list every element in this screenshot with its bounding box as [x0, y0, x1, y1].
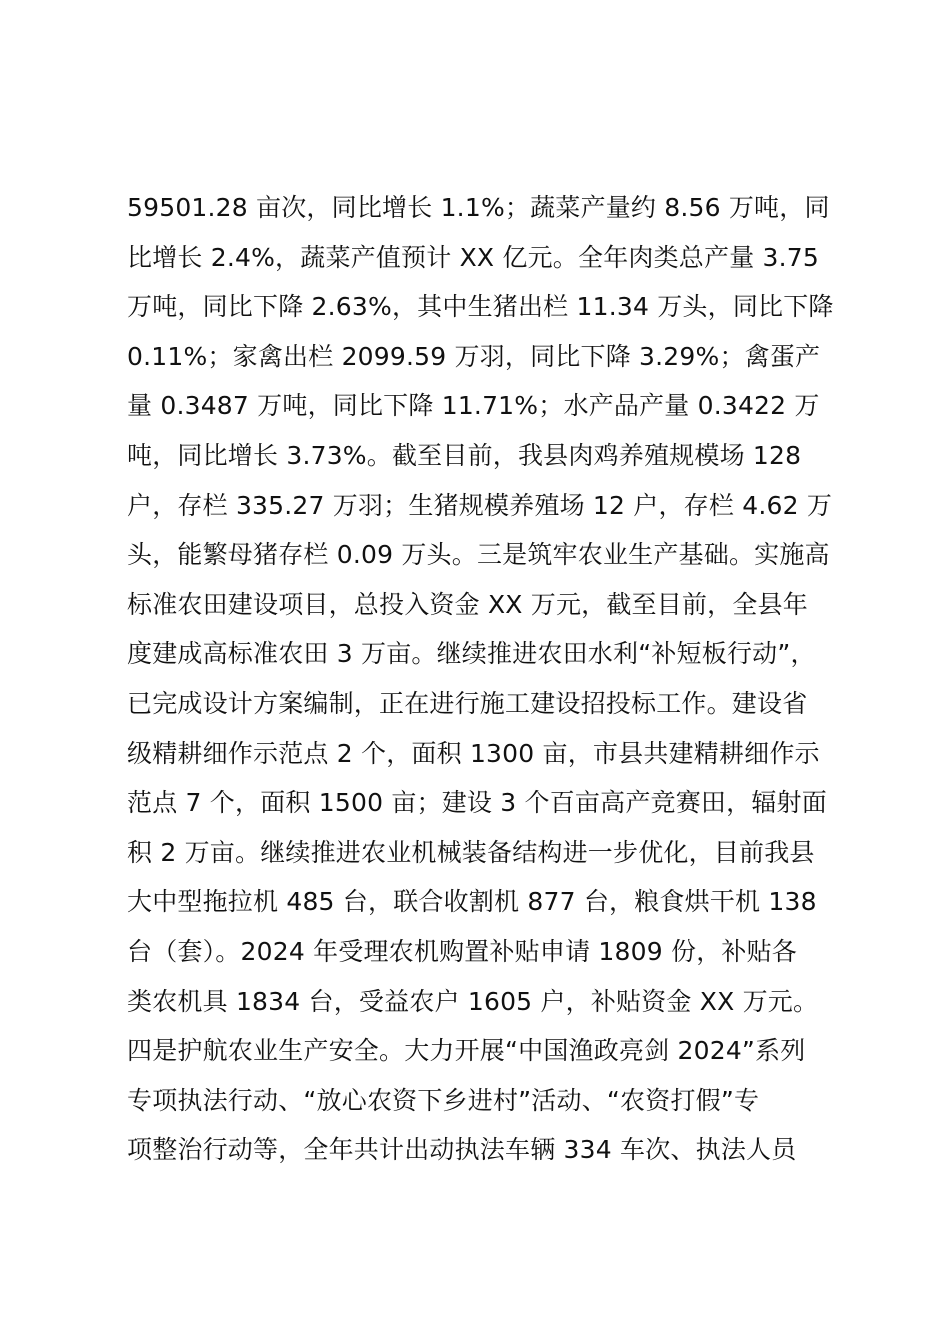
text-line: 59501.28 亩次，同比增长 1.1%；蔬菜产量约 8.56 万吨，同 [127, 193, 830, 222]
text-line: 标准农田建设项目，总投入资金 XX 万元，截至目前，全县年 [127, 589, 808, 619]
text-line: 量 0.3487 万吨，同比下降 11.71%；水产品产量 0.3422 万 [127, 391, 820, 421]
text-line: 台（套）。2024 年受理农机购置补贴申请 1809 份，补贴各 [127, 936, 797, 966]
text-line: 比增长 2.4%，蔬菜产值预计 XX 亿元。全年肉类总产量 3.75 [127, 242, 820, 272]
text-line: 类农机具 1834 台，受益农户 1605 户，补贴资金 XX 万元。 [127, 986, 819, 1016]
text-line: 项整治行动等，全年共计出动执法车辆 334 车次、执法人员 [127, 1135, 797, 1165]
text-line: 积 2 万亩。继续推进农业机械装备结构进一步优化，目前我县 [127, 837, 815, 867]
text-line: 头，能繁母猪存栏 0.09 万头。三是筑牢农业生产基础。实施高 [127, 540, 830, 570]
text-line: 吨，同比增长 3.73%。截至目前，我县肉鸡养殖规模场 128 [127, 440, 802, 470]
text-line: 0.11%；家禽出栏 2099.59 万羽，同比下降 3.29%；禽蛋产 [127, 341, 821, 371]
body-paragraph [127, 183, 847, 1175]
text-line: 户，存栏 335.27 万羽；生猪规模养殖场 12 户，存栏 4.62 万 [127, 490, 833, 520]
text-line: 范点 7 个，面积 1500 亩；建设 3 个百亩高产竞赛田，辐射面 [127, 788, 827, 818]
text-line: 四是护航农业生产安全。大力开展“中国渔政亮剑 2024”系列 [127, 1036, 806, 1066]
text-line: 已完成设计方案编制，正在进行施工建设招投标工作。建设省 [127, 688, 808, 718]
text-line: 专项执法行动、“放心农资下乡进村”活动、“农资打假”专 [127, 1085, 760, 1115]
text-line: 大中型拖拉机 485 台，联合收割机 877 台，粮食烘干机 138 [127, 887, 817, 917]
text-line: 万吨，同比下降 2.63%，其中生猪出栏 11.34 万头，同比下降 [127, 292, 834, 322]
text-line: 度建成高标准农田 3 万亩。继续推进农田水利“补短板行动”， [127, 639, 816, 669]
text-line: 级精耕细作示范点 2 个，面积 1300 亩，市县共建精耕细作示 [127, 738, 820, 768]
